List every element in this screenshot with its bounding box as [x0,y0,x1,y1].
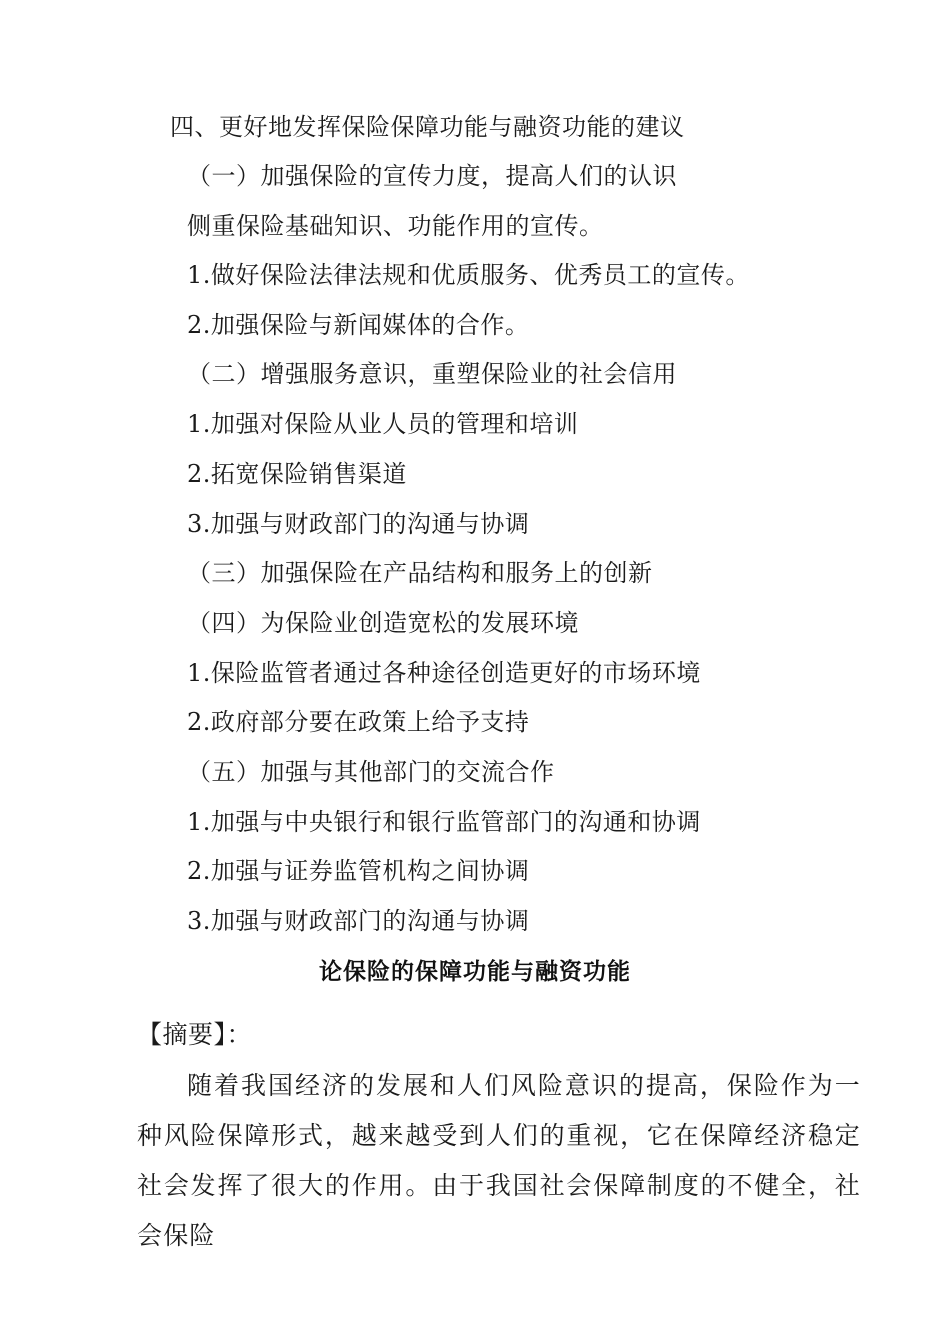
list-item: 1.加强对保险从业人员的管理和培训 [187,410,579,438]
list-item: 3.加强与财政部门的沟通与协调 [187,907,530,935]
list-item: 2.加强保险与新闻媒体的合作。 [187,311,530,339]
section-heading-four: 四、更好地发挥保险保障功能与融资功能的建议 [170,113,685,141]
list-item: 3.加强与财政部门的沟通与协调 [187,510,530,538]
list-item: 2.政府部分要在政策上给予支持 [187,708,530,736]
abstract-label: 【摘要】： [137,1020,253,1049]
subsection-heading-three: （三）加强保险在产品结构和服务上的创新 [187,559,653,587]
list-item: 1.保险监管者通过各种途径创造更好的市场环境 [187,659,701,687]
subsection-heading-four: （四）为保险业创造宽松的发展环境 [187,609,579,637]
abstract-paragraph: 随着我国经济的发展和人们风险意识的提高，保险作为一种风险保障形式，越来越受到人们的重视，它在保障经济稳定社会发挥了很大的作用。由于我国社会保障制度的不健全，社会保险 [137,1071,861,1250]
subsection-heading-one: （一）加强保险的宣传力度，提高人们的认识 [187,162,677,190]
article-title: 论保险的保障功能与融资功能 [319,959,631,985]
list-item: 2.拓宽保险销售渠道 [187,460,407,488]
subsection-heading-five: （五）加强与其他部门的交流合作 [187,758,555,786]
list-item: 1.做好保险法律法规和优质服务、优秀员工的宣传。 [187,261,750,289]
list-item: 2.加强与证券监管机构之间协调 [187,857,530,885]
subsection-one-note: 侧重保险基础知识、功能作用的宣传。 [187,212,604,240]
subsection-heading-two: （二）增强服务意识，重塑保险业的社会信用 [187,360,677,388]
list-item: 1.加强与中央银行和银行监管部门的沟通和协调 [187,808,701,836]
